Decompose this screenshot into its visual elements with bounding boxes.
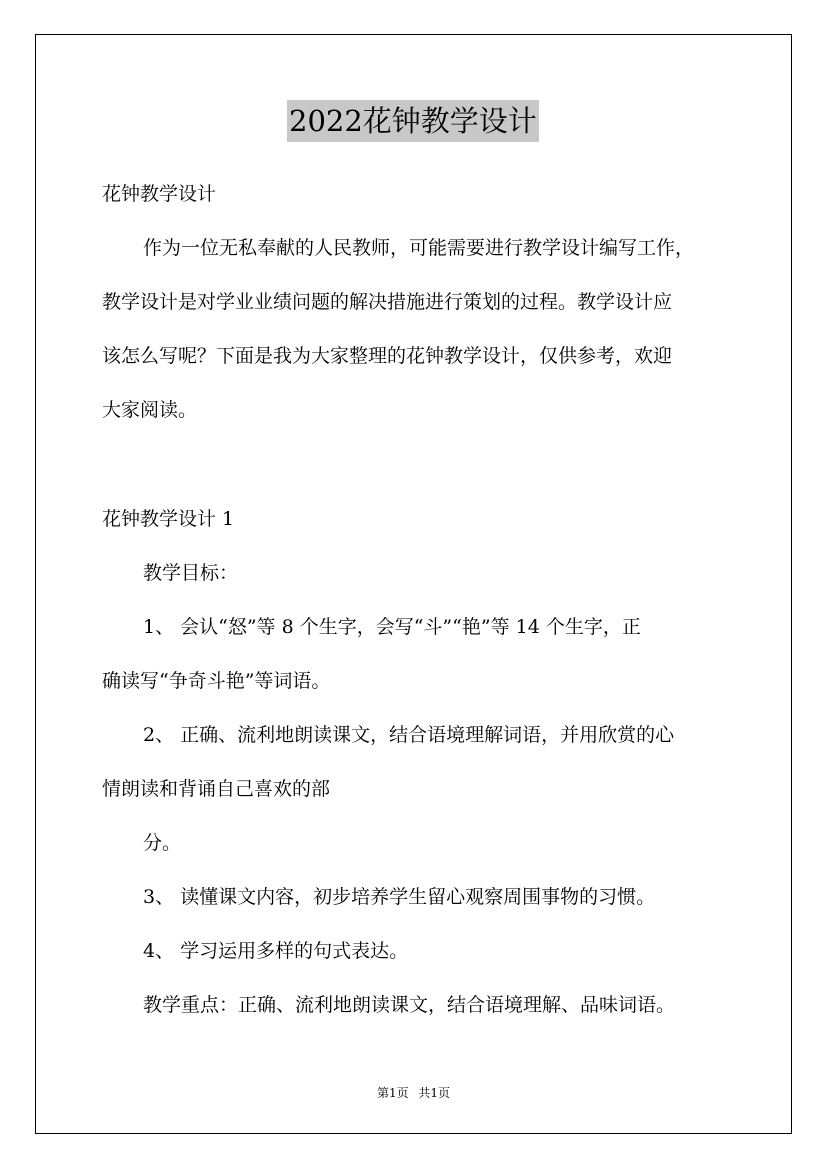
document-title: 2022花钟教学设计 bbox=[287, 100, 539, 142]
intro-line-4: 大家阅读。 bbox=[102, 399, 198, 421]
page-footer bbox=[0, 1084, 827, 1101]
goal-1-line-1: 1、 会认“怒”等 8 个生字，会写“斗”“艳”等 14 个生字，正 bbox=[143, 616, 641, 638]
intro-line-3: 该怎么写呢？下面是我为大家整理的花钟教学设计，仅供参考，欢迎 bbox=[102, 345, 673, 367]
page-number: 第1页 bbox=[376, 1086, 409, 1100]
goal-3: 3、 读懂课文内容，初步培养学生留心观察周围事物的习惯。 bbox=[143, 886, 656, 908]
section-title: 花钟教学设计 1 bbox=[102, 508, 235, 530]
goals-label: 教学目标： bbox=[143, 562, 239, 584]
heading: 花钟教学设计 bbox=[102, 183, 217, 205]
goal-4: 4、 学习运用多样的句式表达。 bbox=[143, 940, 409, 962]
key-point: 教学重点：正确、流利地朗读课文，结合语境理解、品味词语。 bbox=[143, 994, 676, 1016]
goal-2-line-2: 情朗读和背诵自己喜欢的部 bbox=[102, 778, 331, 800]
intro-line-1: 作为一位无私奉献的人民教师，可能需要进行教学设计编写工作， bbox=[143, 237, 695, 259]
intro-line-2: 教学设计是对学业业绩问题的解决措施进行策划的过程。教学设计应 bbox=[102, 291, 673, 313]
goal-2-line-1: 2、 正确、流利地朗读课文，结合语境理解词语，并用欣赏的心 bbox=[143, 724, 675, 746]
goal-2-line-3: 分。 bbox=[143, 832, 182, 854]
goal-1-line-2: 确读写“争奇斗艳”等词语。 bbox=[102, 670, 331, 692]
page-total: 共1页 bbox=[418, 1086, 451, 1100]
